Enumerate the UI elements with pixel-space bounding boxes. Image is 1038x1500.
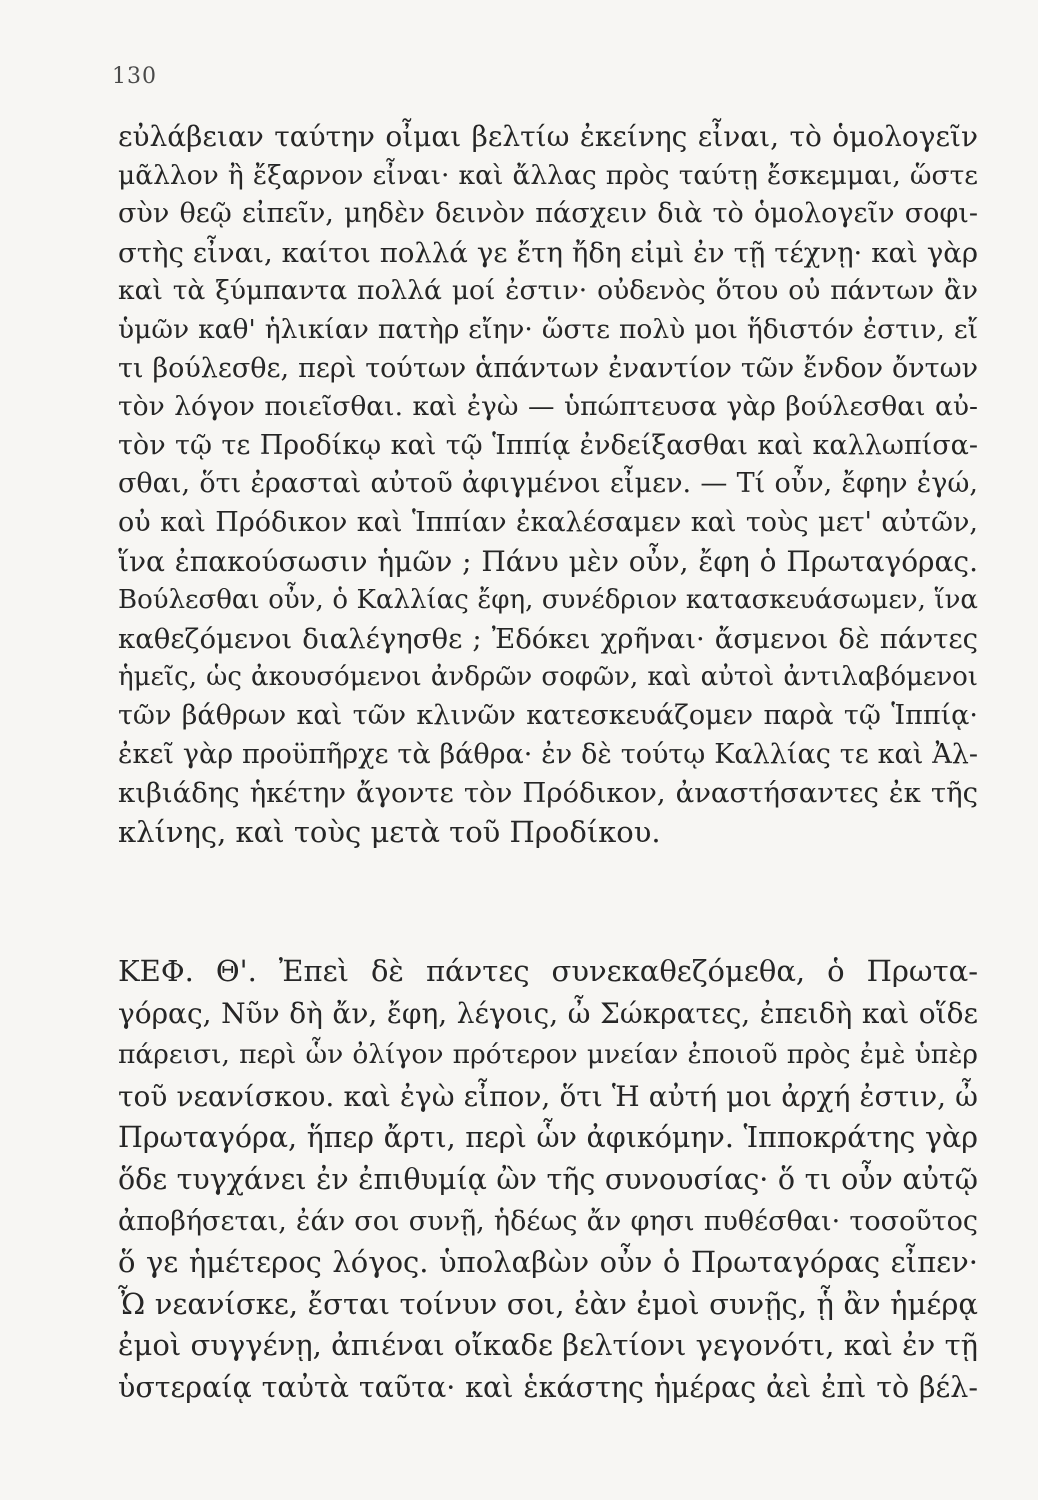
text-line: ὑμῶν καθ' ἡλικίαν πατὴρ εἴην· ὥστε πολὺ μοι ἥδιστόν ἐστιν, εἴ [118,313,978,345]
text-line: τοῦ νεανίσκου. καὶ ἐγὼ εἶπον, ὅτι Ἡ αὐτή μοι ἀρχή ἐστιν, ὦ [118,1079,978,1113]
text-line: καὶ τὰ ξύμπαντα πολλά μοί ἐστιν· οὐδενὸς ὅτου οὐ πάντων ἂν [118,275,978,307]
text-line: Βούλεσθαι οὖν, ὁ Καλλίας ἔφη, συνέδριον κατασκευάσωμεν, ἵνα [118,585,978,616]
text-line: ὑστεραίᾳ ταὐτὰ ταῦτα· καὶ ἑκάστης ἡμέρας ἀεὶ ἐπὶ τὸ βέλ- [118,1370,978,1404]
paragraph-2 [118,951,978,1409]
text-line: ὅδε τυγχάνει ἐν ἐπιθυμίᾳ ὢν τῆς συνουσίας· ὅ τι οὖν αὐτῷ [118,1162,978,1196]
text-line: Ὦ νεανίσκε, ἔσται τοίνυν σοι, ἐὰν ἐμοὶ συνῇς, ᾗ ἂν ἡμέρᾳ [118,1286,978,1321]
text-line: σὺν θεῷ εἰπεῖν, μηδὲν δεινὸν πάσχειν διὰ τὸ ὁμολογεῖν σοφι- [118,198,978,230]
text-line: ἀποβήσεται, ἐάν σοι συνῇ, ἡδέως ἄν φησι πυθέσθαι· τοσοῦτος [118,1205,978,1237]
text-line: ἵνα ἐπακούσωσιν ἡμῶν ; Πάνυ μὲν οὖν, ἔφη ὁ Πρωταγόρας. [118,544,978,578]
text-line: εὐλάβειαν ταύτην οἶμαι βελτίω ἐκείνης εἶναι, τὸ ὁμολογεῖν [118,120,978,153]
text-line: ἐμοὶ συγγένῃ, ἀπιέναι οἴκαδε βελτίονι γεγονότι, καὶ ἐν τῇ [118,1328,978,1363]
text-line: ἡμεῖς, ὡς ἀκουσόμενοι ἀνδρῶν σοφῶν, καὶ αὐτοὶ ἀντιλαβόμενοι [118,662,978,693]
text-line: πάρεισι, περὶ ὧν ὀλίγον πρότερον μνείαν ἐποιοῦ πρὸς ἐμὲ ὑπὲρ [118,1039,978,1071]
text-line: τι βούλεσθε, περὶ τούτων ἁπάντων ἐναντίον τῶν ἔνδον ὄντων [118,352,978,384]
text-line: οὐ καὶ Πρόδικον καὶ Ἱππίαν ἐκαλέσαμεν καὶ τοὺς μετ' αὐτῶν, [118,506,978,538]
text-line: κιβιάδης ἡκέτην ἄγοντε τὸν Πρόδικον, ἀναστήσαντες ἐκ τῆς [118,777,978,810]
text-line: τὸν τῷ τε Προδίκῳ καὶ τῷ Ἱππίᾳ ἐνδείξασθαι καὶ καλλωπίσα- [118,429,978,461]
text-line: καθεζόμενοι διαλέγησθε ; Ἐδόκει χρῆναι· ἄσμενοι δὲ πάντες [118,622,978,655]
text-line: στὴς εἶναι, καίτοι πολλά γε ἔτη ἤδη εἰμὶ ἐν τῇ τέχνῃ· καὶ γὰρ [118,236,978,269]
text-line: γόρας, Νῦν δὴ ἄν, ἔφη, λέγοις, ὦ Σώκρατες, ἐπειδὴ καὶ οἵδε [118,996,978,1030]
text-line: τὸν λόγον ποιεῖσθαι. καὶ ἐγὼ — ὑπώπτευσα γὰρ βούλεσθαι αὐ- [118,391,978,423]
text-line: κλίνης, καὶ τοὺς μετὰ τοῦ Προδίκου. [118,814,661,849]
text-line: ἐκεῖ γὰρ προϋπῆρχε τὰ βάθρα· ἐν δὲ τούτῳ Καλλίας τε καὶ Ἀλ- [118,738,978,770]
text-line: μᾶλλον ἢ ἔξαρνον εἶναι· καὶ ἄλλας πρὸς ταύτῃ ἔσκεμμαι, ὥστε [118,159,978,191]
text-line: σθαι, ὅτι ἐρασταὶ αὐτοῦ ἀφιγμένοι εἶμεν. — Τί οὖν, ἔφην ἐγώ, [118,468,978,500]
text-line: τῶν βάθρων καὶ τῶν κλινῶν κατεσκευάζομεν παρὰ τῷ Ἱππίᾳ· [118,699,978,731]
text-line: Πρωταγόρα, ἥπερ ἄρτι, περὶ ὧν ἀφικόμην. Ἱπποκράτης γὰρ [118,1121,978,1155]
paragraph-1 [118,118,978,851]
text-line: ὅ γε ἡμέτερος λόγος. ὑπολαβὼν οὖν ὁ Πρωταγόρας εἶπεν· [118,1245,978,1280]
text-line: ΚΕΦ. Θ'. Ἐπεὶ δὲ πάντες συνεκαθεζόμεθα, ὁ Πρωτα- [118,954,978,988]
page-number: 130 [112,64,157,89]
